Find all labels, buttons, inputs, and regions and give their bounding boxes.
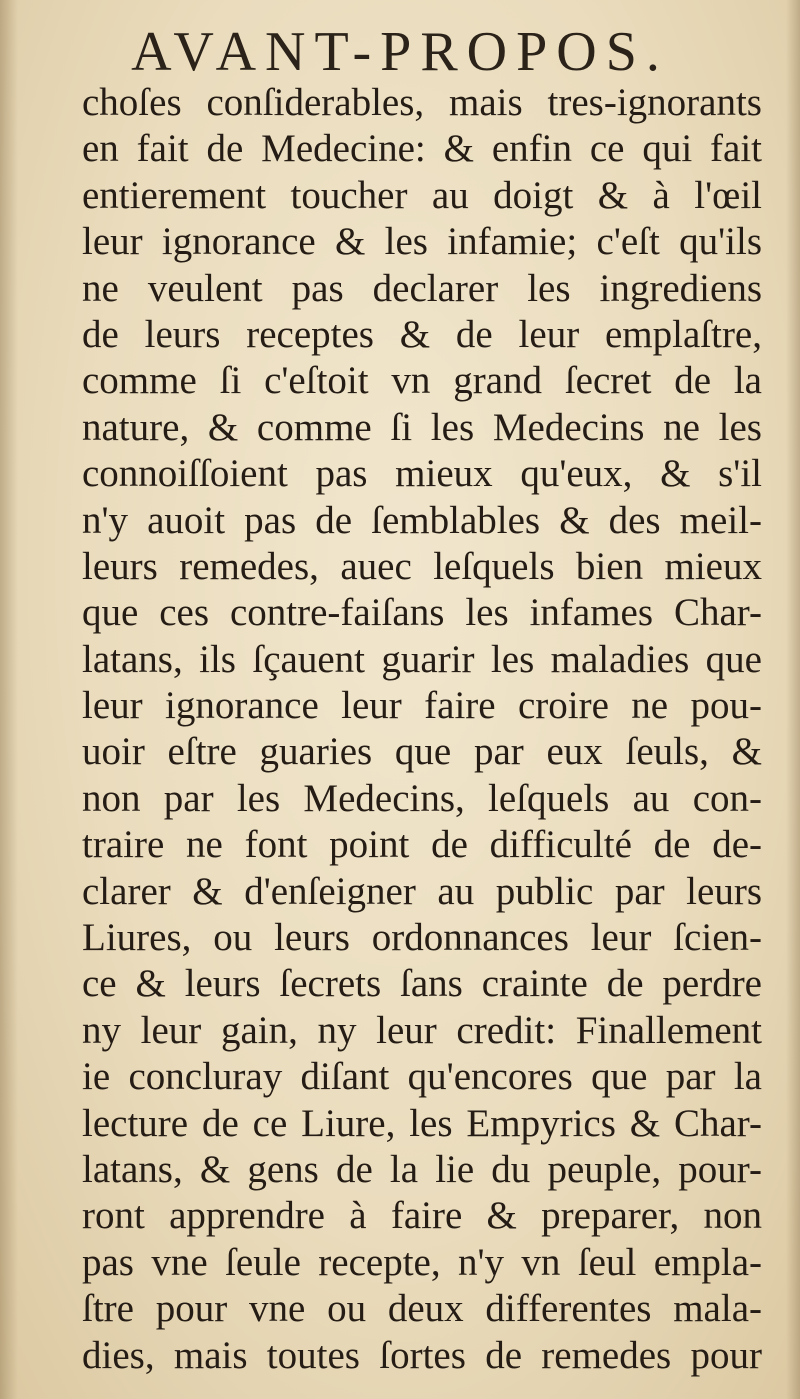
text-line: latans, ils ſçauent guarir les maladies que <box>82 637 762 681</box>
page-edge-shadow-right <box>786 0 800 1399</box>
text-line: lecture de ce Liure, les Empyrics & Char- <box>82 1101 762 1145</box>
text-line: non par les Medecins, leſquels au con- <box>82 776 762 820</box>
page-edge-shadow-left <box>0 0 18 1399</box>
text-line: ſtre pour vne ou deux differentes mala- <box>82 1287 762 1331</box>
running-title: AVANT-PROPOS. <box>131 21 669 83</box>
text-line: de leurs receptes & de leur emplaſtre, <box>82 312 762 356</box>
text-line: entierement toucher au doigt & à l'œil <box>82 173 762 217</box>
text-line: pas vne ſeule recepte, n'y vn ſeul empla- <box>82 1240 762 1284</box>
text-line: dies, mais toutes ſortes de remedes pour <box>82 1333 762 1377</box>
body-text-block <box>82 80 762 1379</box>
text-line: que ces contre-faiſans les infames Char- <box>82 591 762 635</box>
text-line: en fait de Medecine: & enfin ce qui fait <box>82 127 762 171</box>
text-line: latans, & gens de la lie du peuple, pour- <box>82 1147 762 1191</box>
text-line: nature, & comme ſi les Medecins ne les <box>82 405 762 449</box>
text-line: n'y auoit pas de ſemblables & des meil- <box>82 498 762 542</box>
text-line: leurs remedes, auec leſquels bien mieux <box>82 544 762 588</box>
text-line: connoiſſoient pas mieux qu'eux, & s'il <box>82 452 762 496</box>
text-line: ie concluray diſant qu'encores que par la <box>82 1055 762 1099</box>
text-line: Liures, ou leurs ordonnances leur ſcien- <box>82 916 762 960</box>
text-line: uoir eſtre guaries que par eux ſeuls, & <box>82 730 762 774</box>
text-line: traire ne font point de difficulté de de- <box>82 823 762 867</box>
text-line: leur ignorance & les infamie; c'eſt qu'ils <box>82 220 762 264</box>
text-line: clarer & d'enſeigner au public par leurs <box>82 869 762 913</box>
text-line: ne veulent pas declarer les ingrediens <box>82 266 762 310</box>
text-line: ront apprendre à faire & preparer, non <box>82 1194 762 1238</box>
text-line: leur ignorance leur faire croire ne pou- <box>82 684 762 728</box>
text-line: ny leur gain, ny leur credit: Finallement <box>82 1008 762 1052</box>
text-line: choſes conſiderables, mais tres-ignorants <box>82 81 762 124</box>
text-line: ce & leurs ſecrets ſans crainte de perdre <box>82 962 762 1006</box>
text-line: comme ſi c'eſtoit vn grand ſecret de la <box>82 359 762 403</box>
